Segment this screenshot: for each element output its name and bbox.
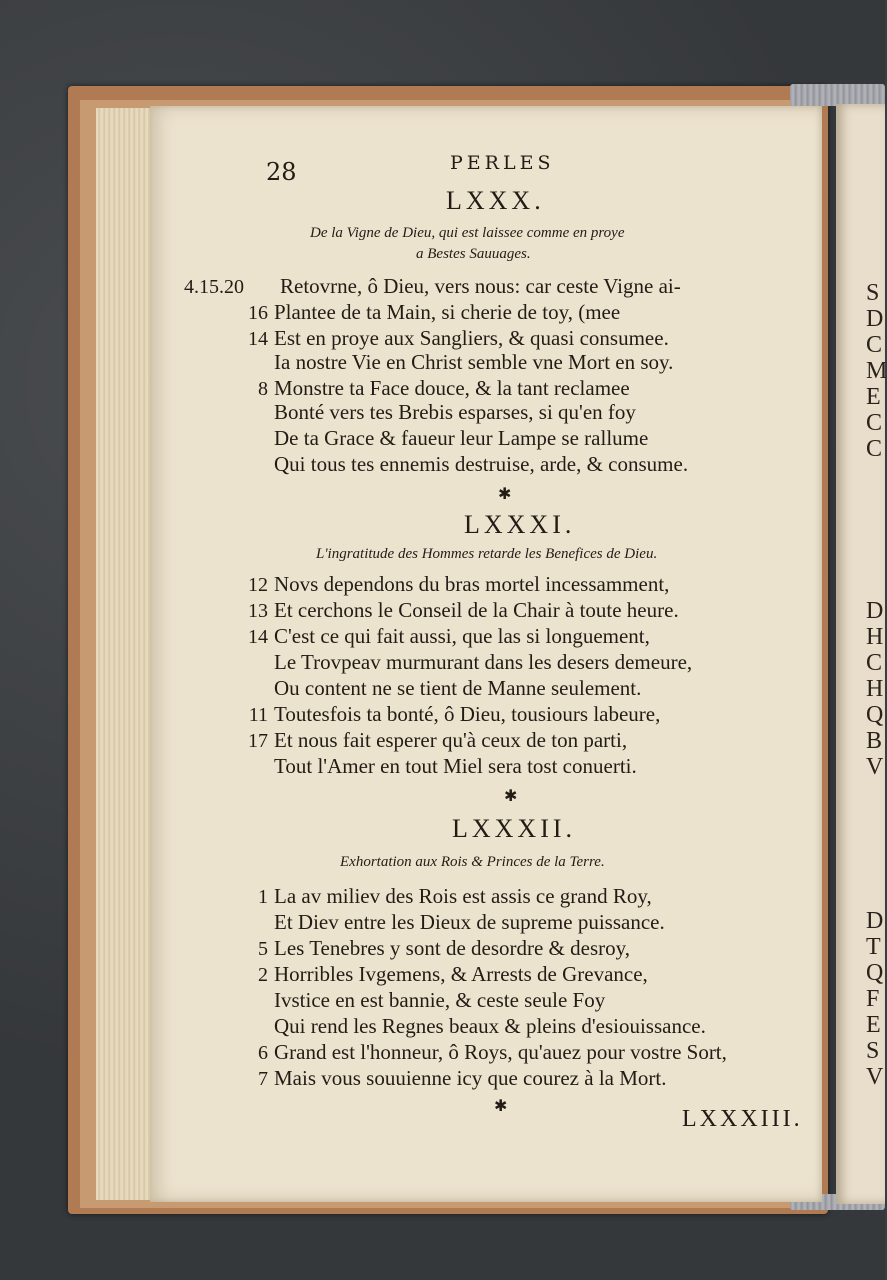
verse-line [184,884,652,909]
verse-text: Le Trovpeav murmurant dans les desers demeure, [274,650,693,674]
facing-letter: T [866,934,881,960]
verse-number: 13 [248,600,268,622]
verse-line [184,754,637,779]
facing-letter: D [866,598,884,624]
verse-line [184,988,605,1013]
facing-letter: C [866,436,883,462]
verse-text: Qui tous tes ennemis destruise, arde, & consume. [274,452,689,476]
verse-text: Ia nostre Vie en Christ semble vne Mort en soy. [274,350,674,374]
verse-text: Bonté vers tes Brebis esparses, si qu'en foy [274,400,636,424]
verse-number: 1 [258,886,268,908]
verse-text: Et Diev entre les Dieux de supreme puissance. [274,910,665,934]
verse-number: 7 [258,1068,268,1090]
section-heading: LXXX. [446,186,545,215]
verse-line [184,676,641,701]
verse-text: Ou content ne se tient de Manne seulement. [274,676,642,700]
verse-text: Horribles Ivgemens, & Arrests de Grevance, [274,962,648,986]
verse-text: Tout l'Amer en tout Miel sera tost conuerti. [274,754,637,778]
verse-number: 2 [258,964,268,986]
verse-line [184,598,679,623]
verse-text: Grand est l'honneur, ô Roys, qu'auez pour vostre Sort, [274,1040,727,1064]
facing-page [836,104,885,1204]
verse-number: 16 [248,302,268,324]
verse-line [184,326,669,351]
facing-letter: C [866,410,883,436]
verse-line [184,300,620,325]
section-subtitle: Exhortation aux Rois & Princes de la Terre. [340,854,605,870]
facing-letter: H [866,624,884,650]
verse-line [184,572,669,597]
verse-text: La av miliev des Rois est assis ce grand Roy, [274,884,652,908]
facing-letter: D [866,908,884,934]
verse-text: Est en proye aux Sangliers, & quasi consumee. [274,326,669,350]
section-separator-star: ✱ [504,786,518,805]
facing-letter: Q [866,702,884,728]
facing-letter: H [866,676,884,702]
section-subtitle: De la Vigne de Dieu, qui est laissee comme en proye [310,225,625,241]
facing-letter: M [866,358,887,384]
verse-number: 4.15.20 [184,276,244,298]
verse-line [184,1066,666,1091]
verse-text: Novs dependons du bras mortel incessamment, [274,572,670,596]
section-heading: LXXXII. [452,814,577,843]
facing-letter: V [866,1064,884,1090]
verse-text: Retovrne, ô Dieu, vers nous: car ceste Vigne ai- [280,274,681,298]
verse-line [184,350,673,375]
verse-text: Et nous fait esperer qu'à ceux de ton parti, [274,728,628,752]
section-separator-star: ✱ [494,1096,508,1115]
verse-line [184,624,650,649]
verse-number: 11 [248,704,268,726]
verse-line [184,274,681,299]
verse-line [184,376,630,401]
verse-text: Et cerchons le Conseil de la Chair à toute heure. [274,598,679,622]
verse-text: Plantee de ta Main, si cherie de toy, (mee [274,300,621,324]
facing-letter: E [866,1012,881,1038]
verse-line [184,650,692,675]
verse-line [184,702,660,727]
verse-number: 5 [258,938,268,960]
verse-line [184,426,648,451]
verse-text: De ta Grace & faueur leur Lampe se rallume [274,426,649,450]
catchword: LXXXIII. [682,1106,803,1132]
section-heading: LXXXI. [464,510,576,539]
running-head: PERLES [450,152,555,174]
page-number: 28 [266,158,297,186]
verse-text: C'est ce qui fait aussi, que las si longuement, [274,624,650,648]
facing-letter: D [866,306,884,332]
verse-number: 6 [258,1042,268,1064]
section-subtitle: a Bestes Sauuages. [416,246,531,262]
verse-number: 17 [248,730,268,752]
verse-line [184,1040,727,1065]
headband-top [790,84,885,106]
verse-text: Mais vous souuienne icy que courez à la Mort. [274,1066,667,1090]
verse-number: 12 [248,574,268,596]
section-subtitle: L'ingratitude des Hommes retarde les Benefices de Dieu. [316,546,658,562]
verse-line [184,400,636,425]
section-separator-star: ✱ [498,484,512,503]
verse-text: Monstre ta Face douce, & la tant reclamee [274,376,630,400]
verse-text: Ivstice en est bannie, & ceste seule Foy [274,988,606,1012]
verse-text: Toutesfois ta bonté, ô Dieu, tousiours labeure, [274,702,661,726]
verse-line [184,962,648,987]
verse-line [184,1014,706,1039]
facing-letter: Q [866,960,884,986]
facing-letter: C [866,332,883,358]
facing-letter: S [866,280,880,306]
verse-line [184,910,665,935]
verse-text: Qui rend les Regnes beaux & pleins d'esiouissance. [274,1014,706,1038]
verse-number: 8 [258,378,268,400]
verse-number: 14 [248,328,268,350]
facing-letter: S [866,1038,880,1064]
verse-text: Les Tenebres y sont de desordre & desroy, [274,936,631,960]
facing-letter: B [866,728,883,754]
verse-line [184,728,627,753]
verse-line [184,936,630,961]
facing-letter: F [866,986,880,1012]
facing-letter: V [866,754,884,780]
verse-number: 14 [248,626,268,648]
facing-letter: E [866,384,881,410]
verse-line [184,452,688,477]
facing-letter: C [866,650,883,676]
